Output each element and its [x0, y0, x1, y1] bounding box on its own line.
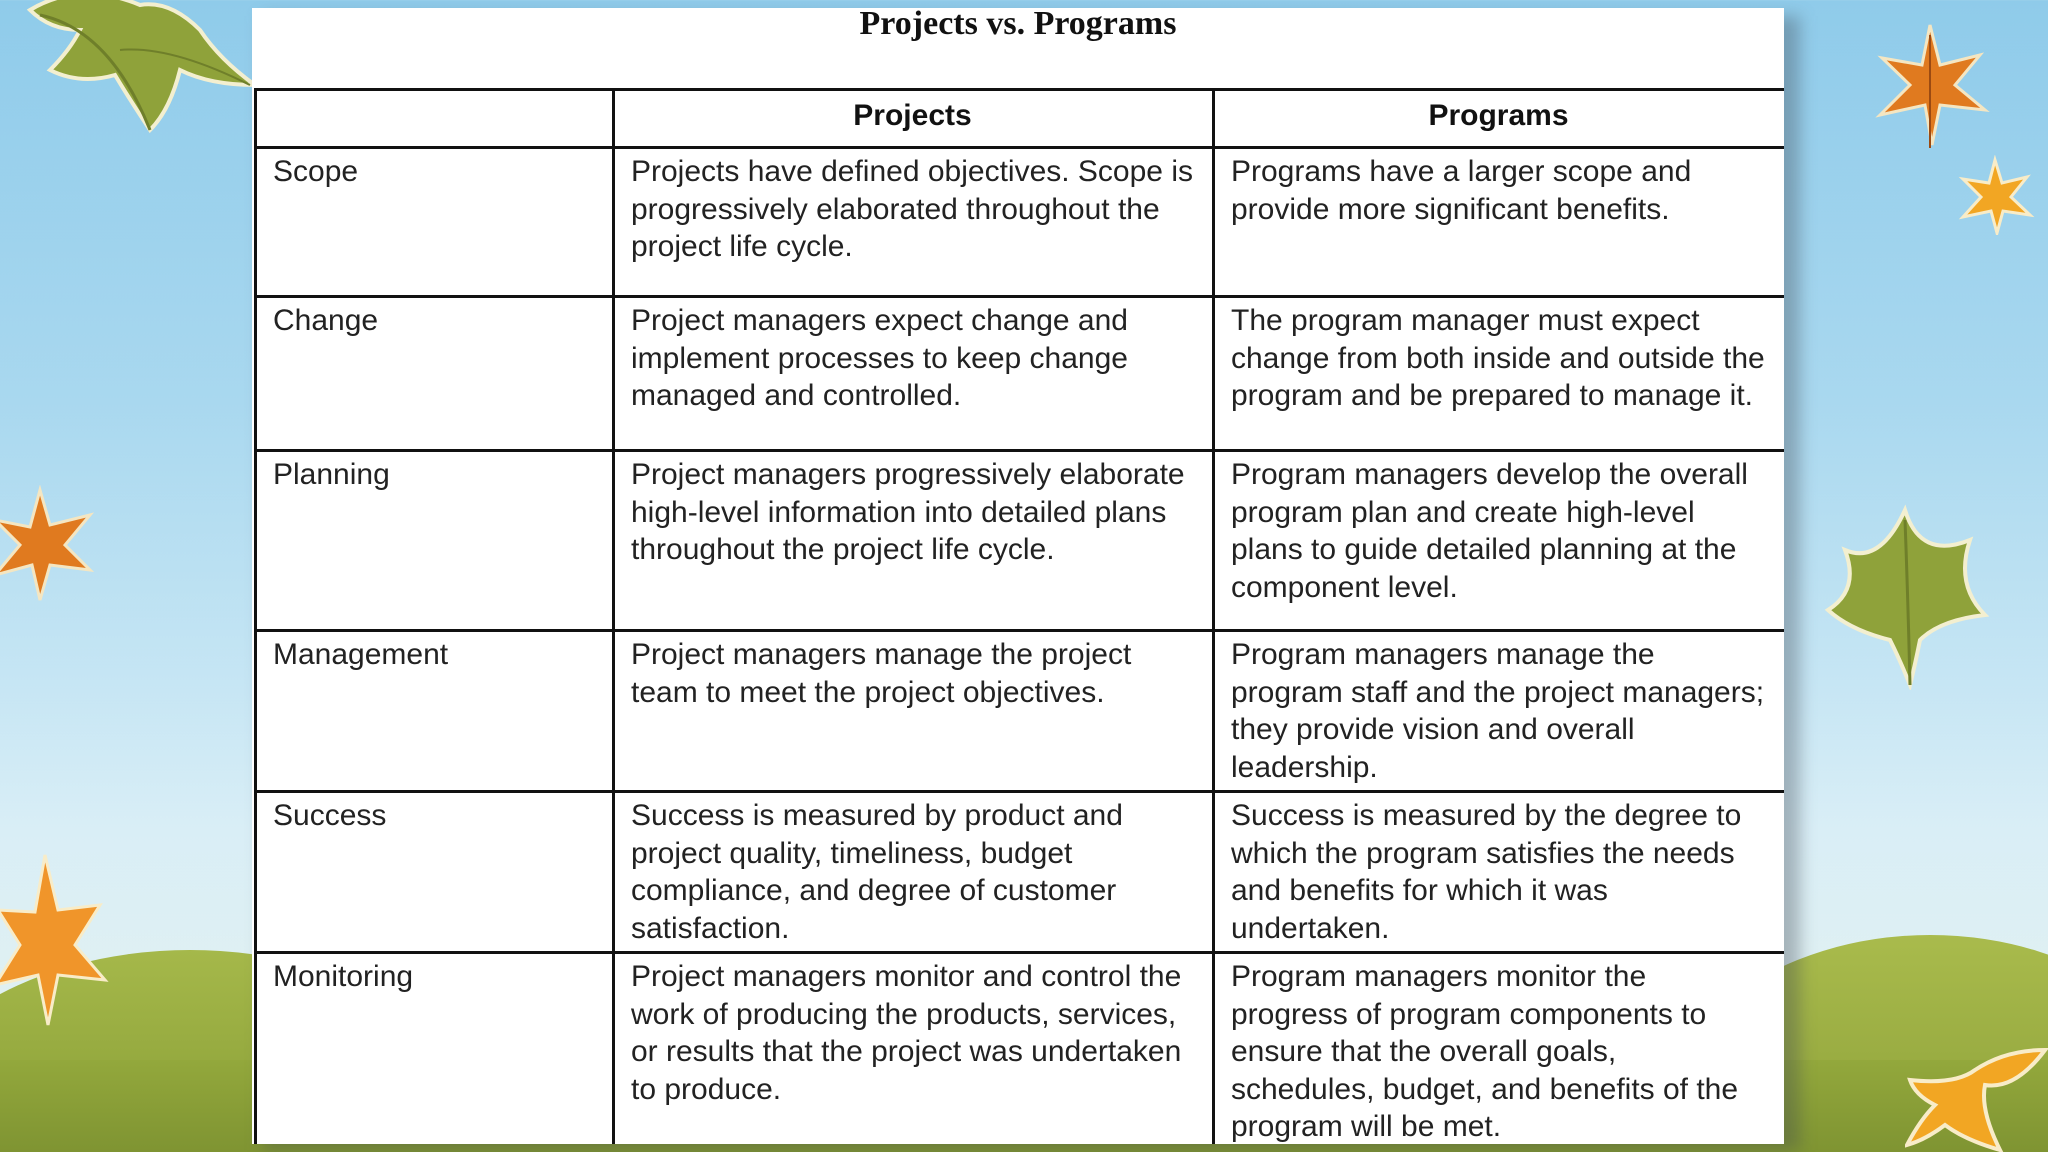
- green-leaf-icon: [1820, 500, 1990, 690]
- projects-cell: Project managers expect change and implement processes to keep change managed and controlled.: [614, 297, 1214, 451]
- projects-cell: Project managers monitor and control the work of producing the products, services, or results that the project was undertaken to produce.: [614, 953, 1214, 1145]
- table-row: [256, 631, 1785, 792]
- yellow-leaf-icon: [1905, 1040, 2048, 1152]
- yellow-leaf-icon: [1955, 155, 2035, 235]
- row-label: Scope: [256, 148, 614, 297]
- row-label: Management: [256, 631, 614, 792]
- projects-cell: Success is measured by product and project quality, timeliness, budget compliance, and degree of customer satisfaction.: [614, 792, 1214, 953]
- projects-cell: Project managers progressively elaborate high-level information into detailed plans throughout the project life cycle.: [614, 451, 1214, 631]
- row-label: Monitoring: [256, 953, 614, 1145]
- orange-leaf-icon: [1870, 20, 1990, 150]
- table-row: [256, 792, 1785, 953]
- header-cell-projects: Projects: [614, 90, 1214, 148]
- header-cell-empty: [256, 90, 614, 148]
- header-cell-programs: Programs: [1214, 90, 1785, 148]
- programs-cell: Success is measured by the degree to which the program satisfies the needs and benefits for which it was undertaken.: [1214, 792, 1785, 953]
- table-row: [256, 148, 1785, 297]
- slide-title: Projects vs. Programs: [859, 8, 1177, 42]
- orange-leaf-icon: [0, 850, 110, 1030]
- slide: [252, 8, 1784, 1144]
- comparison-table: [254, 88, 1784, 1144]
- programs-cell: Program managers develop the overall program plan and create high-level plans to guide detailed planning at the component level.: [1214, 451, 1785, 631]
- table-row: [256, 953, 1785, 1145]
- programs-cell: The program manager must expect change from both inside and outside the program and be prepared to manage it.: [1214, 297, 1785, 451]
- row-label: Planning: [256, 451, 614, 631]
- programs-cell: Program managers monitor the progress of program components to ensure that the overall goals, schedules, budget, and benefits of the program will be met.: [1214, 953, 1785, 1145]
- green-leaf-icon: [20, 0, 260, 140]
- programs-cell: Programs have a larger scope and provide more significant benefits.: [1214, 148, 1785, 297]
- row-label: Change: [256, 297, 614, 451]
- projects-cell: Project managers manage the project team to meet the project objectives.: [614, 631, 1214, 792]
- programs-cell: Program managers manage the program staff and the project managers; they provide vision and overall leadership.: [1214, 631, 1785, 792]
- table-row: [256, 297, 1785, 451]
- projects-cell: Projects have defined objectives. Scope is progressively elaborated throughout the project life cycle.: [614, 148, 1214, 297]
- orange-leaf-icon: [0, 485, 100, 605]
- row-label: Success: [256, 792, 614, 953]
- table-row: [256, 451, 1785, 631]
- table-header-row: [256, 90, 1785, 148]
